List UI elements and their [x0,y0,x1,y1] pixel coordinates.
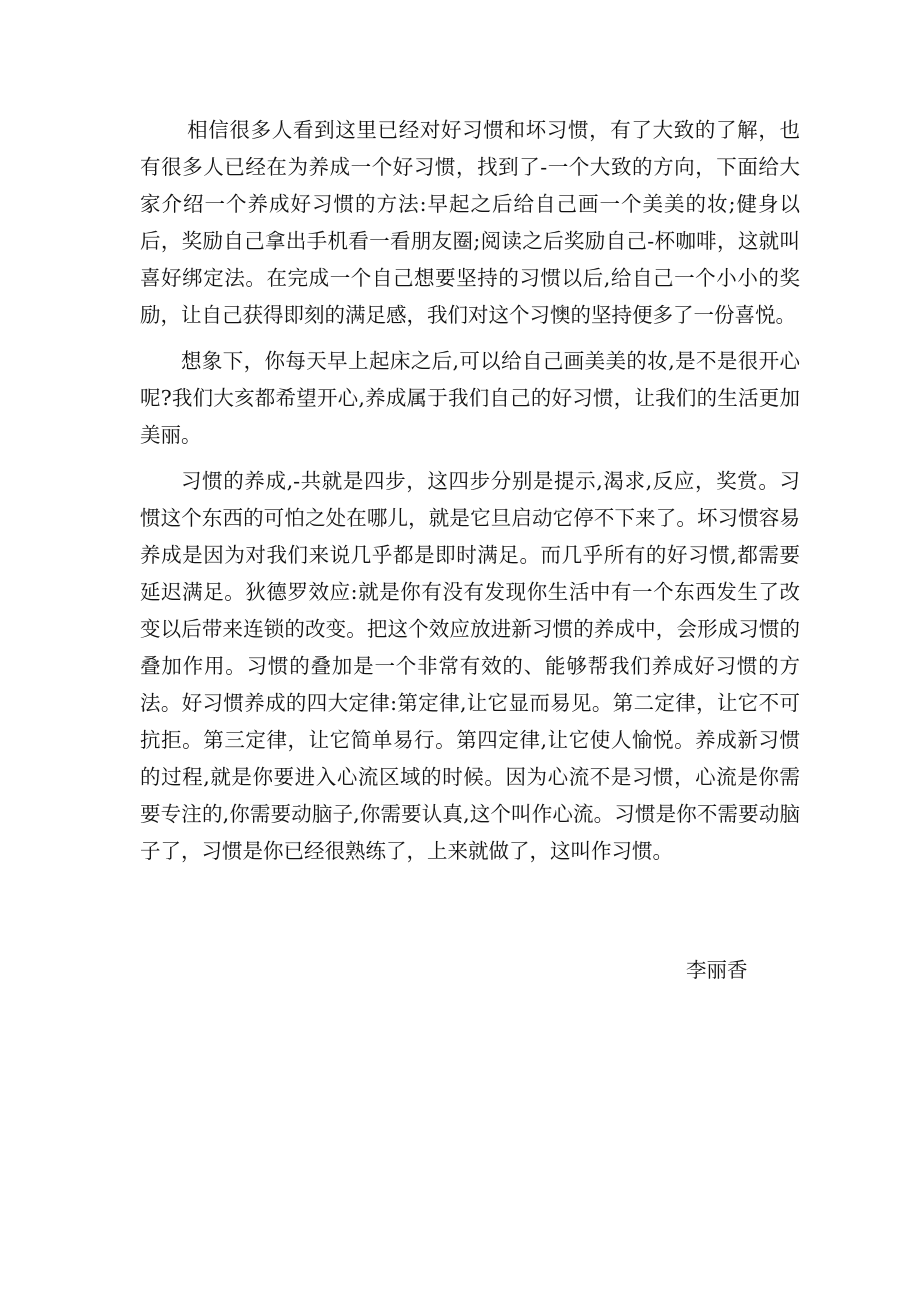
author-signature: 李丽香 [686,958,748,982]
document-body [140,112,800,879]
paragraph-2: 想象下，你每天早上起床之后,可以给自己画美美的妆,是不是很开心呢?我们大亥都希望开心,养成属于我们自己的好习惯，让我们的生活更加美丽。 [140,349,800,447]
paragraph-1: 相信很多人看到这里已经对好习惯和坏习惯，有了大致的了解，也有很多人已经在为养成一个好习惯，找到了-一个大致的方向，下面给大家介绍一个养成好习惯的方法:早起之后给自己画一个美美的妆;健身以后，奖励自己拿出手机看一看朋友圈;阅读之后奖励自己-杯咖啡，这就叫喜好绑定法。在完成一个自己想要坚持的习惯以后,给自己一个小小的奖励，让自己获得即刻的满足感，我们对这个习懊的坚持便多了一份喜悦。 [140,118,800,327]
paragraph-3: 习惯的养成,-共就是四步，这四步分别是提示,渴求,反应，奖赏。习惯这个东西的可怕之处在哪儿，就是它旦启动它停不下来了。坏习惯容易养成是因为对我们来说几乎都是即时满足。而几乎所有的好习惯,都需要延迟满足。狄德罗效应:就是你有没有发现你生活中有一个东西发生了改变以后带来连锁的改变。把这个效应放进新习惯的养成中，会形成习惯的叠加作用。习惯的叠加是一个非常有效的、能够帮我们养成好习惯的方法。好习惯养成的四大定律:第定律,让它显而易见。第二定律，让它不可抗拒。第三定律，让它简单易行。第四定律,让它使人愉悦。养成新习惯的过程,就是你要进入心流区域的时候。因为心流不是习惯，心流是你需要专注的,你需要动脑子,你需要认真,这个叫作心流。习惯是你不需要动脑子了，习惯是你已经很熟练了，上来就做了，这叫作习惯。 [140,469,800,863]
